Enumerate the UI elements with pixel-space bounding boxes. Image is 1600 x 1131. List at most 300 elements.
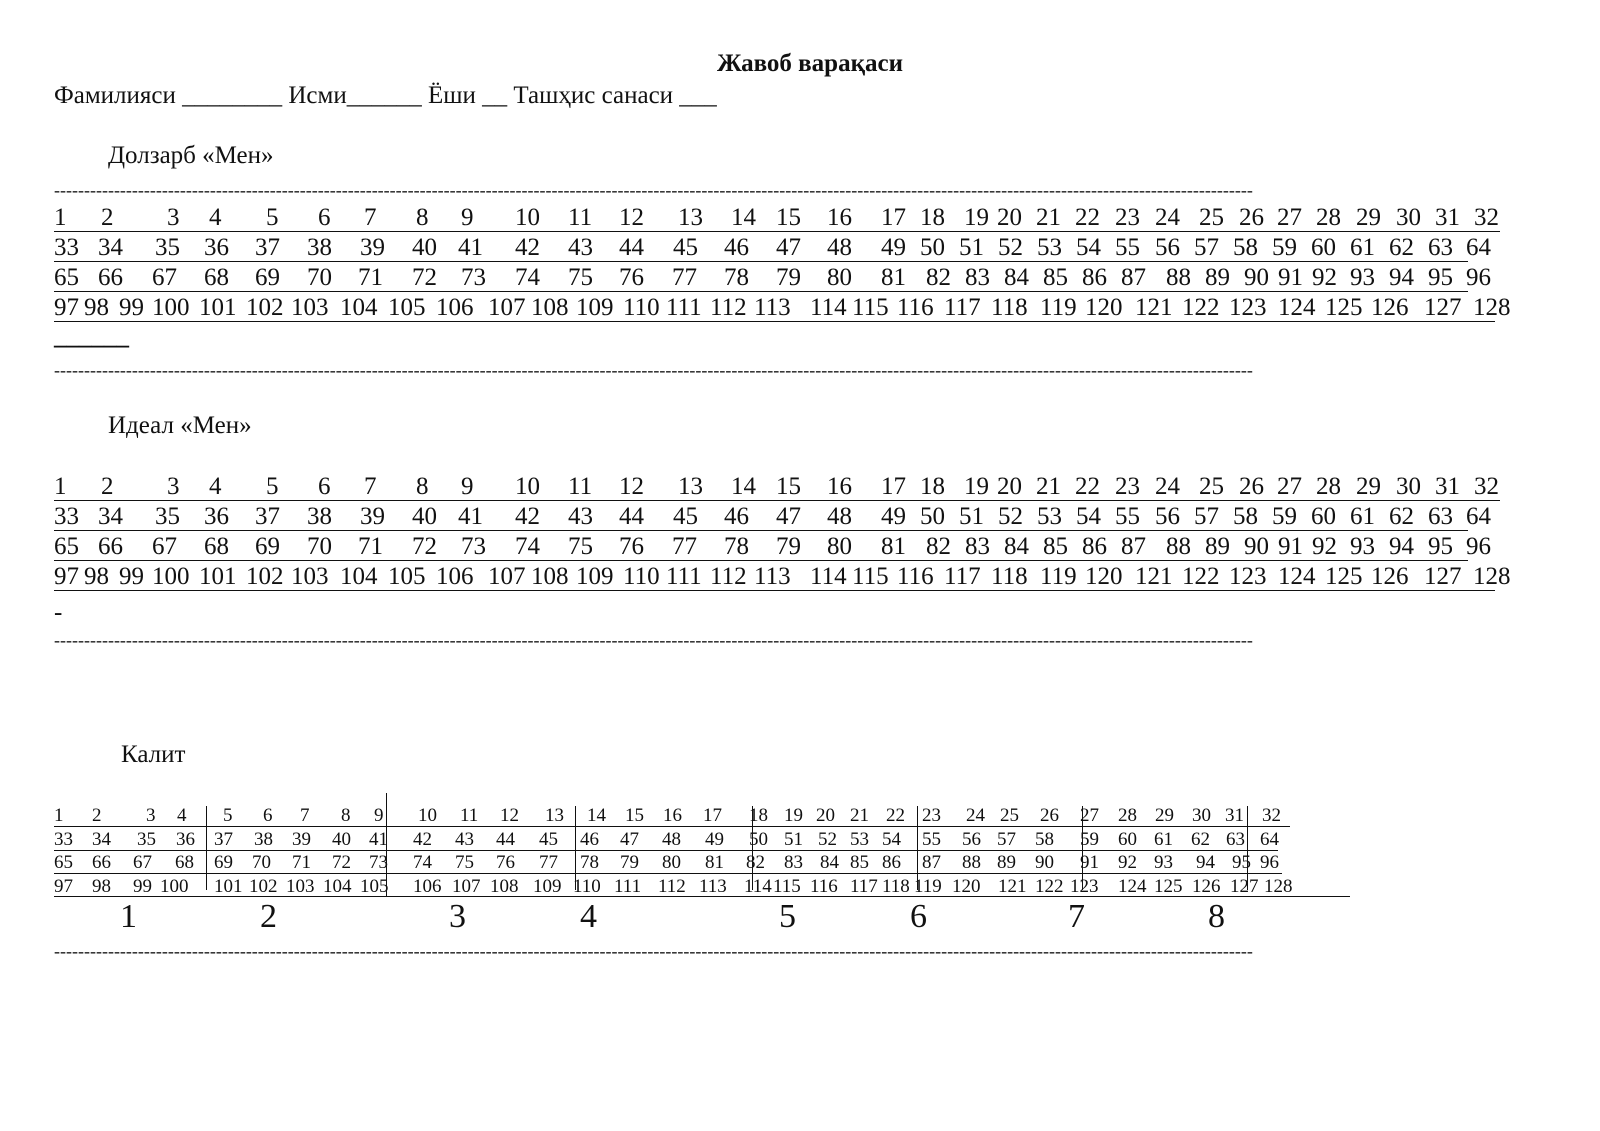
item-number: 47 <box>776 503 801 530</box>
item-number: 106 <box>436 294 474 321</box>
item-number: 76 <box>619 533 644 560</box>
item-number: 51 <box>959 234 984 261</box>
key-number: 36 <box>176 829 195 850</box>
item-number: 33 <box>54 234 79 261</box>
item-number: 72 <box>412 264 437 291</box>
key-row <box>54 804 1294 828</box>
item-number: 11 <box>568 473 593 500</box>
item-number: 34 <box>98 234 123 261</box>
item-number: 87 <box>1121 264 1146 291</box>
item-number: 40 <box>412 234 437 261</box>
item-number: 31 <box>1435 473 1460 500</box>
item-number: 19 <box>964 473 989 500</box>
item-number: 76 <box>619 264 644 291</box>
item-number: 103 <box>291 294 329 321</box>
key-number: 51 <box>784 829 803 850</box>
tail-underline: ______ <box>54 323 129 350</box>
item-number: 95 <box>1428 533 1453 560</box>
item-number: 22 <box>1075 204 1100 231</box>
item-number: 110 <box>623 294 660 321</box>
key-number: 43 <box>455 829 474 850</box>
key-number: 41 <box>369 829 388 850</box>
item-number: 28 <box>1316 204 1341 231</box>
item-number: 109 <box>576 294 614 321</box>
item-number: 22 <box>1075 473 1100 500</box>
ideal-number-row <box>54 532 1554 562</box>
item-number: 3 <box>167 204 180 231</box>
key-number: 29 <box>1155 805 1174 826</box>
key-number: 44 <box>496 829 515 850</box>
item-number: 50 <box>920 234 945 261</box>
item-number: 90 <box>1244 264 1269 291</box>
key-number: 123 <box>1070 876 1099 897</box>
page-title: Жавоб варақаси <box>717 50 903 77</box>
item-number: 83 <box>965 264 990 291</box>
current-number-row <box>54 293 1554 323</box>
item-number: 116 <box>897 563 934 590</box>
item-number: 68 <box>204 533 229 560</box>
item-number: 121 <box>1135 563 1173 590</box>
key-number: 49 <box>705 829 724 850</box>
item-number: 35 <box>155 234 180 261</box>
item-number: 105 <box>388 294 426 321</box>
key-number: 83 <box>784 852 803 873</box>
key-number: 126 <box>1192 876 1221 897</box>
item-number: 65 <box>54 533 79 560</box>
item-number: 27 <box>1277 204 1302 231</box>
item-number: 12 <box>619 204 644 231</box>
item-number: 65 <box>54 264 79 291</box>
item-number: 106 <box>436 563 474 590</box>
item-number: 27 <box>1277 473 1302 500</box>
item-number: 123 <box>1229 294 1267 321</box>
key-number: 58 <box>1035 829 1054 850</box>
key-number: 59 <box>1080 829 1099 850</box>
item-number: 72 <box>412 533 437 560</box>
item-number: 44 <box>619 234 644 261</box>
item-number: 66 <box>98 264 123 291</box>
key-number: 100 <box>160 876 189 897</box>
item-number: 124 <box>1278 563 1316 590</box>
item-number: 53 <box>1037 503 1062 530</box>
item-number: 80 <box>827 264 852 291</box>
item-number: 29 <box>1356 204 1381 231</box>
row-underline <box>54 560 1468 561</box>
item-number: 14 <box>731 204 756 231</box>
item-number: 35 <box>155 503 180 530</box>
key-number: 56 <box>962 829 981 850</box>
key-number: 125 <box>1154 876 1183 897</box>
item-number: 26 <box>1239 204 1264 231</box>
key-number: 74 <box>413 852 432 873</box>
row-underline <box>54 321 1495 322</box>
key-number: 73 <box>369 852 388 873</box>
item-number: 6 <box>318 204 331 231</box>
key-number: 66 <box>92 852 111 873</box>
ideal-number-row <box>54 502 1554 532</box>
key-number: 69 <box>214 852 233 873</box>
item-number: 4 <box>209 204 222 231</box>
item-number: 66 <box>98 533 123 560</box>
item-number: 94 <box>1389 264 1414 291</box>
key-number: 57 <box>997 829 1016 850</box>
key-number: 68 <box>175 852 194 873</box>
item-number: 54 <box>1076 503 1101 530</box>
item-number: 17 <box>881 204 906 231</box>
item-number: 113 <box>754 563 791 590</box>
tail-mark: - <box>54 599 63 626</box>
item-number: 127 <box>1424 294 1462 321</box>
item-number: 75 <box>568 533 593 560</box>
key-number: 46 <box>580 829 599 850</box>
key-number: 117 <box>850 876 878 897</box>
item-number: 9 <box>461 204 474 231</box>
key-number: 63 <box>1226 829 1245 850</box>
key-number: 23 <box>922 805 941 826</box>
item-number: 38 <box>307 234 332 261</box>
item-number: 9 <box>461 473 474 500</box>
key-number: 9 <box>374 805 384 826</box>
key-number: 39 <box>292 829 311 850</box>
key-number: 98 <box>92 876 111 897</box>
item-number: 102 <box>246 294 284 321</box>
item-number: 30 <box>1396 204 1421 231</box>
item-number: 25 <box>1199 204 1224 231</box>
item-number: 18 <box>920 473 945 500</box>
item-number: 96 <box>1466 264 1491 291</box>
key-number: 124 <box>1118 876 1147 897</box>
key-group-label: 8 <box>1208 898 1225 935</box>
item-number: 55 <box>1115 234 1140 261</box>
key-number: 27 <box>1080 805 1099 826</box>
item-number: 103 <box>291 563 329 590</box>
item-number: 20 <box>997 473 1022 500</box>
key-number: 75 <box>455 852 474 873</box>
item-number: 57 <box>1194 503 1219 530</box>
key-number: 45 <box>539 829 558 850</box>
key-number: 116 <box>810 876 838 897</box>
key-number: 20 <box>816 805 835 826</box>
section-heading-ideal: Идеал «Мен» <box>108 412 252 439</box>
item-number: 31 <box>1435 204 1460 231</box>
key-number: 61 <box>1154 829 1173 850</box>
item-number: 47 <box>776 234 801 261</box>
key-group-label: 7 <box>1068 898 1085 935</box>
key-number: 107 <box>452 876 481 897</box>
item-number: 24 <box>1155 204 1180 231</box>
item-number: 25 <box>1199 473 1224 500</box>
item-number: 120 <box>1085 563 1123 590</box>
item-number: 2 <box>101 473 114 500</box>
item-number: 100 <box>152 294 190 321</box>
dashed-separator: -------------------------------------------------------------------------------------------------------------------------------------------------------------------------------------------------------- <box>54 180 1253 200</box>
item-number: 128 <box>1473 563 1511 590</box>
item-number: 74 <box>515 533 540 560</box>
item-number: 13 <box>678 473 703 500</box>
item-number: 90 <box>1244 533 1269 560</box>
key-number: 102 <box>249 876 278 897</box>
item-number: 122 <box>1182 563 1220 590</box>
item-number: 69 <box>255 533 280 560</box>
item-number: 99 <box>119 563 144 590</box>
item-number: 56 <box>1155 234 1180 261</box>
item-number: 113 <box>754 294 791 321</box>
key-number: 65 <box>54 852 73 873</box>
item-number: 61 <box>1350 234 1375 261</box>
key-number: 72 <box>332 852 351 873</box>
key-number: 81 <box>705 852 724 873</box>
key-group-divider <box>752 806 753 890</box>
item-number: 53 <box>1037 234 1062 261</box>
item-number: 61 <box>1350 503 1375 530</box>
item-number: 44 <box>619 503 644 530</box>
item-number: 98 <box>84 563 109 590</box>
key-number: 22 <box>886 805 905 826</box>
key-number: 54 <box>882 829 901 850</box>
item-number: 89 <box>1205 264 1230 291</box>
item-number: 94 <box>1389 533 1414 560</box>
item-number: 82 <box>926 533 951 560</box>
key-number: 55 <box>922 829 941 850</box>
item-number: 108 <box>531 294 569 321</box>
item-number: 112 <box>710 563 747 590</box>
item-number: 63 <box>1428 503 1453 530</box>
item-number: 41 <box>458 503 483 530</box>
key-number: 71 <box>292 852 311 873</box>
key-number: 34 <box>92 829 111 850</box>
item-number: 33 <box>54 503 79 530</box>
key-number: 109 <box>533 876 562 897</box>
item-number: 105 <box>388 563 426 590</box>
item-number: 77 <box>672 264 697 291</box>
item-number: 39 <box>360 234 385 261</box>
ideal-number-row <box>54 472 1554 502</box>
item-number: 92 <box>1312 264 1337 291</box>
item-number: 15 <box>776 473 801 500</box>
key-number: 53 <box>850 829 869 850</box>
key-number: 24 <box>966 805 985 826</box>
item-number: 126 <box>1371 563 1409 590</box>
key-row-underline <box>54 826 1290 827</box>
row-underline <box>54 530 1468 531</box>
item-number: 86 <box>1082 533 1107 560</box>
key-number: 50 <box>749 829 768 850</box>
item-number: 92 <box>1312 533 1337 560</box>
item-number: 71 <box>358 264 383 291</box>
key-number: 96 <box>1260 852 1279 873</box>
item-number: 3 <box>167 473 180 500</box>
item-number: 102 <box>246 563 284 590</box>
key-number: 47 <box>620 829 639 850</box>
key-number: 48 <box>662 829 681 850</box>
item-number: 24 <box>1155 473 1180 500</box>
key-number: 77 <box>539 852 558 873</box>
item-number: 16 <box>827 473 852 500</box>
key-number: 111 <box>614 876 642 897</box>
key-number: 91 <box>1080 852 1099 873</box>
key-group-label: 4 <box>580 898 597 935</box>
item-number: 5 <box>266 473 279 500</box>
item-number: 115 <box>852 563 889 590</box>
row-underline <box>54 590 1495 591</box>
item-number: 8 <box>416 473 429 500</box>
key-number: 118 <box>882 876 910 897</box>
key-number: 1 <box>54 805 64 826</box>
key-number: 33 <box>54 829 73 850</box>
item-number: 78 <box>724 533 749 560</box>
item-number: 80 <box>827 533 852 560</box>
item-number: 10 <box>515 473 540 500</box>
key-number: 11 <box>460 805 479 826</box>
key-number: 37 <box>214 829 233 850</box>
item-number: 37 <box>255 234 280 261</box>
key-number: 84 <box>820 852 839 873</box>
key-number: 6 <box>263 805 273 826</box>
item-number: 88 <box>1166 264 1191 291</box>
item-number: 32 <box>1474 204 1499 231</box>
key-number: 32 <box>1262 805 1281 826</box>
key-number: 8 <box>341 805 351 826</box>
item-number: 119 <box>1040 294 1077 321</box>
key-number: 64 <box>1260 829 1279 850</box>
item-number: 115 <box>852 294 889 321</box>
item-number: 42 <box>515 234 540 261</box>
row-underline <box>54 261 1468 262</box>
key-number: 80 <box>662 852 681 873</box>
key-number: 13 <box>545 805 564 826</box>
item-number: 67 <box>152 264 177 291</box>
item-number: 107 <box>488 563 526 590</box>
item-number: 59 <box>1272 234 1297 261</box>
key-number: 7 <box>300 805 310 826</box>
item-number: 36 <box>204 503 229 530</box>
key-number: 12 <box>500 805 519 826</box>
item-number: 107 <box>488 294 526 321</box>
item-number: 2 <box>101 204 114 231</box>
item-number: 71 <box>358 533 383 560</box>
item-number: 39 <box>360 503 385 530</box>
key-group-divider <box>1247 806 1248 890</box>
item-number: 62 <box>1389 503 1414 530</box>
item-number: 70 <box>307 533 332 560</box>
item-number: 41 <box>458 234 483 261</box>
item-number: 4 <box>209 473 222 500</box>
item-number: 55 <box>1115 503 1140 530</box>
item-number: 50 <box>920 503 945 530</box>
key-number: 115 <box>773 876 801 897</box>
item-number: 83 <box>965 533 990 560</box>
item-number: 52 <box>998 234 1023 261</box>
item-number: 87 <box>1121 533 1146 560</box>
key-number: 121 <box>998 876 1027 897</box>
key-number: 42 <box>413 829 432 850</box>
key-number: 79 <box>620 852 639 873</box>
key-number: 110 <box>573 876 601 897</box>
key-number: 60 <box>1118 829 1137 850</box>
key-number: 114 <box>744 876 772 897</box>
key-number: 99 <box>133 876 152 897</box>
key-number: 17 <box>703 805 722 826</box>
respondent-fields: Фамилияси ________ Исми______ Ёши __ Ташҳис санаси ___ <box>54 82 717 109</box>
item-number: 45 <box>673 503 698 530</box>
item-number: 97 <box>54 294 79 321</box>
key-number: 106 <box>413 876 442 897</box>
section-heading-key: Калит <box>121 741 186 768</box>
dashed-separator: -------------------------------------------------------------------------------------------------------------------------------------------------------------------------------------------------------- <box>54 360 1253 380</box>
item-number: 84 <box>1004 533 1029 560</box>
key-number: 120 <box>952 876 981 897</box>
key-number: 82 <box>746 852 765 873</box>
key-number: 97 <box>54 876 73 897</box>
key-group-label: 1 <box>120 898 137 935</box>
item-number: 84 <box>1004 264 1029 291</box>
row-underline <box>54 500 1500 501</box>
key-number: 122 <box>1035 876 1064 897</box>
section-heading-current: Долзарб «Мен» <box>108 142 274 169</box>
key-number: 105 <box>360 876 389 897</box>
key-number: 89 <box>997 852 1016 873</box>
key-number: 76 <box>496 852 515 873</box>
item-number: 69 <box>255 264 280 291</box>
key-group-divider <box>917 806 918 890</box>
item-number: 101 <box>199 563 237 590</box>
key-number: 127 <box>1230 876 1259 897</box>
item-number: 1 <box>54 204 67 231</box>
item-number: 114 <box>810 294 847 321</box>
item-number: 68 <box>204 264 229 291</box>
item-number: 127 <box>1424 563 1462 590</box>
key-number: 35 <box>137 829 156 850</box>
key-number: 21 <box>850 805 869 826</box>
item-number: 122 <box>1182 294 1220 321</box>
item-number: 23 <box>1115 204 1140 231</box>
item-number: 104 <box>340 563 378 590</box>
item-number: 16 <box>827 204 852 231</box>
key-number: 85 <box>850 852 869 873</box>
key-number: 108 <box>490 876 519 897</box>
item-number: 111 <box>666 294 702 321</box>
item-number: 48 <box>827 503 852 530</box>
item-number: 82 <box>926 264 951 291</box>
item-number: 10 <box>515 204 540 231</box>
item-number: 85 <box>1043 264 1068 291</box>
item-number: 118 <box>991 563 1028 590</box>
item-number: 40 <box>412 503 437 530</box>
item-number: 73 <box>461 533 486 560</box>
key-group-label: 2 <box>260 898 277 935</box>
item-number: 14 <box>731 473 756 500</box>
key-number: 16 <box>663 805 682 826</box>
item-number: 5 <box>266 204 279 231</box>
item-number: 81 <box>881 533 906 560</box>
key-number: 26 <box>1040 805 1059 826</box>
item-number: 8 <box>416 204 429 231</box>
key-number: 103 <box>286 876 315 897</box>
item-number: 120 <box>1085 294 1123 321</box>
key-row-underline <box>54 896 1350 897</box>
item-number: 36 <box>204 234 229 261</box>
item-number: 46 <box>724 234 749 261</box>
item-number: 20 <box>997 204 1022 231</box>
item-number: 117 <box>944 563 981 590</box>
item-number: 74 <box>515 264 540 291</box>
item-number: 104 <box>340 294 378 321</box>
key-number: 88 <box>962 852 981 873</box>
key-number: 119 <box>914 876 942 897</box>
key-number: 18 <box>749 805 768 826</box>
item-number: 125 <box>1325 294 1363 321</box>
item-number: 58 <box>1233 503 1258 530</box>
